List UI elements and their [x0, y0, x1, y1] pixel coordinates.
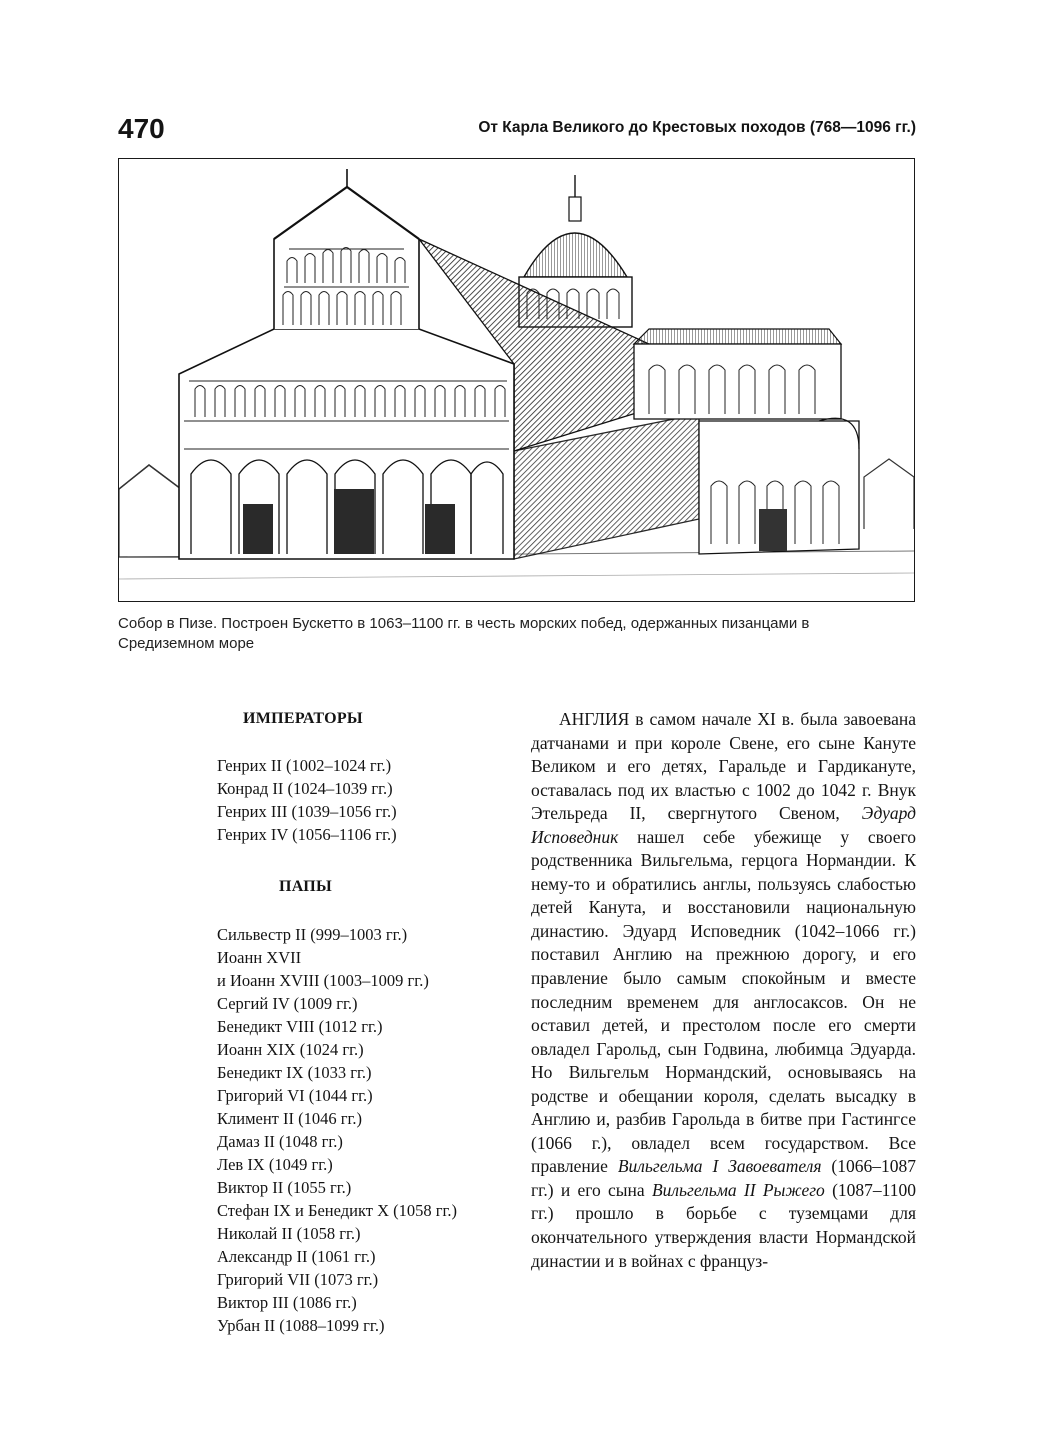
cathedral-illustration	[118, 158, 915, 602]
article-emphasis: Вильгельма I Завоевателя	[617, 1156, 822, 1177]
running-title: От Карла Великого до Крестовых походов (768—1096 гг.)	[478, 119, 916, 136]
article-text: нашел себе убежище у своего родственника Вильгельма, герцога Нормандии. К нему-то и обратились англы, пользуясь слабостью детей Канута, и восстановили национальную династию. Эдуард Исповедник (1042–1066 гг.) поставил Англию на прежнюю дорогу, и его правление было самым спокойным и вместе последним временем для англосаксов. Он не оставил детей, и престолом после его смерти овладел Гарольд, сын Годвина, любимца Эдуарда. Но Вильгельм Нормандский, основываясь на родстве и обещании короля, сделать высадку в Англию и, разбив Гарольда в битве при Гастингсе (1066 г.), овладел всем государством. Все правление	[531, 826, 916, 1177]
list-item: Сергий IV (1009 гг.)	[217, 994, 358, 1013]
article-emphasis: Эдуард Исповедник	[531, 803, 916, 847]
article-text: (1066–1087 гг.) и его сына	[531, 1156, 917, 1200]
list-item: Виктор II (1055 гг.)	[217, 1178, 352, 1197]
emperors-heading: ИМПЕРАТОРЫ	[243, 710, 363, 727]
popes-heading: ПАПЫ	[279, 878, 332, 895]
list-item: Бенедикт IX (1033 гг.)	[217, 1063, 372, 1082]
article-text: (1087–1100 гг.) прошло в борьбе с туземцами для окончательного утверждения власти Нормандской династии и в войнах с француз-	[531, 1179, 916, 1271]
article-text: АНГЛИЯ в самом начале XI в. была завоевана датчанами и при короле Свене, его сыне Кануте Великом и его детях, Гаральде и Гардикануте, оставалась под их властью с 1002 до 1042 г. Внук Этельреда II, свергнутого Свеном,	[531, 709, 916, 824]
article-column	[531, 708, 916, 1273]
list-item: Григорий VII (1073 гг.)	[217, 1270, 379, 1289]
figure-caption: Собор в Пизе. Построен Бускетто в 1063–1100 гг. в честь морских побед, одержанных пизанцами в Средиземном море	[118, 615, 810, 652]
list-item: Бенедикт VIII (1012 гг.)	[217, 1017, 383, 1036]
list-item: Виктор III (1086 гг.)	[217, 1293, 357, 1312]
list-item: Генрих IV (1056–1106 гг.)	[217, 825, 397, 844]
popes-list	[217, 923, 457, 1337]
page-number: 470	[118, 113, 165, 144]
list-item: Урбан II (1088–1099 гг.)	[217, 1316, 385, 1335]
article-paragraph	[531, 708, 916, 1273]
list-item: Дамаз II (1048 гг.)	[217, 1132, 343, 1151]
list-item: Григорий VI (1044 гг.)	[217, 1086, 373, 1105]
list-item: Сильвестр II (999–1003 гг.)	[217, 925, 408, 944]
list-item: Генрих II (1002–1024 гг.)	[217, 756, 392, 775]
list-item: Николай II (1058 гг.)	[217, 1224, 361, 1243]
list-item: Иоанн XVII	[217, 948, 302, 967]
list-item: Генрих III (1039–1056 гг.)	[217, 802, 397, 821]
list-item: Конрад II (1024–1039 гг.)	[217, 779, 393, 798]
list-item: Александр II (1061 гг.)	[217, 1247, 376, 1266]
list-item: Иоанн XIX (1024 гг.)	[217, 1040, 364, 1059]
list-item: Лев IX (1049 гг.)	[217, 1155, 333, 1174]
list-item: Климент II (1046 гг.)	[217, 1109, 363, 1128]
list-item: и Иоанн XVIII (1003–1009 гг.)	[217, 971, 429, 990]
list-item: Стефан IX и Бенедикт X (1058 гг.)	[217, 1201, 458, 1220]
emperors-list	[217, 754, 397, 846]
article-emphasis: Вильгельма II Рыжего	[651, 1179, 825, 1200]
